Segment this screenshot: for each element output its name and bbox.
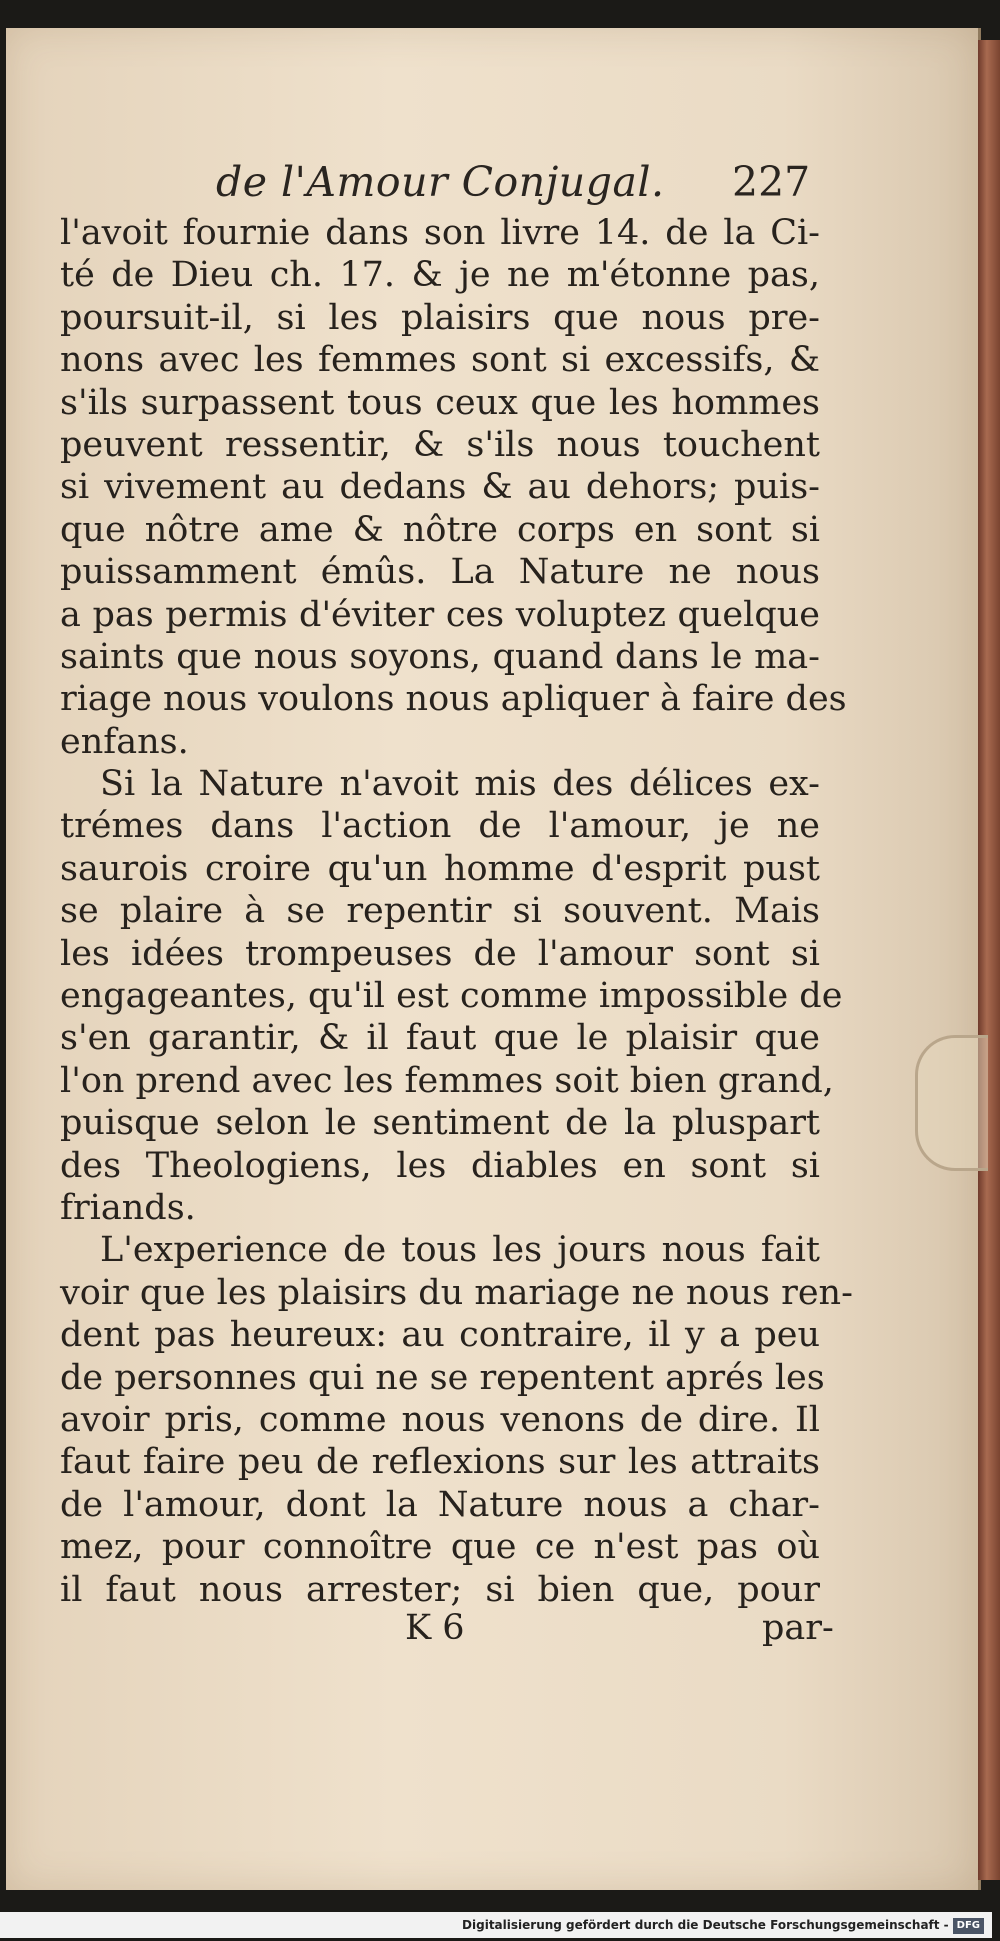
text-line: engageantes, qu'il est comme impossible de [60, 976, 843, 1017]
credit-badge: DFG [953, 1918, 984, 1934]
text-line: saurois croire qu'un homme d'esprit pust [60, 848, 820, 889]
text-line: mez, pour connoître que ce n'est pas où [60, 1527, 820, 1568]
text-line: puissamment émûs. La Nature ne nous [60, 552, 820, 593]
text-line: se plaire à se repentir si souvent. Mais [60, 891, 820, 932]
text-line: si vivement au dedans & au dehors; puis- [60, 467, 820, 508]
text-line: té de Dieu ch. 17. & je ne m'étonne pas, [60, 255, 820, 296]
page-clip [915, 1035, 988, 1171]
text-line: nons avec les femmes sont si excessifs, & [60, 340, 820, 381]
text-line: des Theologiens, les diables en sont si [60, 1145, 820, 1186]
text-line: trémes dans l'action de l'amour, je ne [60, 806, 820, 847]
text-line: peuvent ressentir, & s'ils nous touchent [60, 424, 820, 465]
text-line: faut faire peu de reflexions sur les attraits [60, 1442, 820, 1483]
text-line: saints que nous soyons, quand dans le ma- [60, 636, 820, 677]
text-line: que nôtre ame & nôtre corps en sont si [60, 509, 820, 550]
text-line: puisque selon le sentiment de la pluspart [60, 1103, 820, 1144]
catchword: par- [762, 1608, 834, 1648]
running-title: de l'Amour Conjugal. [216, 158, 665, 206]
book-edge [978, 40, 1000, 1880]
digitization-credit [0, 1912, 992, 1938]
text-line: voir que les plaisirs du mariage ne nous ren- [60, 1272, 853, 1313]
text-line: friands. [60, 1187, 196, 1228]
text-line: l'on prend avec les femmes soit bien grand, [60, 1060, 834, 1101]
text-line: il faut nous arrester; si bien que, pour [60, 1569, 820, 1610]
text-line: riage nous voulons nous apliquer à faire des [60, 679, 847, 720]
text-line: poursuit-il, si les plaisirs que nous pre- [60, 297, 820, 338]
credit-text: Digitalisierung gefördert durch die Deutsche Forschungsgemeinschaft - [462, 1918, 949, 1932]
text-line: s'ils surpassent tous ceux que les hommes [60, 382, 820, 423]
body-text [60, 212, 853, 1611]
text-line: de l'amour, dont la Nature nous a char- [60, 1484, 820, 1525]
text-line: s'en garantir, & il faut que le plaisir que [60, 1018, 820, 1059]
text-line: avoir pris, comme nous venons de dire. Il [60, 1399, 820, 1440]
page-header [6, 158, 978, 218]
text-line: de personnes qui ne se repentent aprés les [60, 1357, 825, 1398]
text-line: a pas permis d'éviter ces voluptez quelque [60, 594, 820, 635]
paper-page [6, 28, 981, 1890]
text-line: dent pas heureux: au contraire, il y a peu [60, 1315, 820, 1356]
text-line: enfans. [60, 721, 189, 762]
page-number: 227 [732, 158, 811, 206]
text-line: Si la Nature n'avoit mis des délices ex- [100, 764, 820, 805]
page-footer [6, 1608, 978, 1658]
text-line: les idées trompeuses de l'amour sont si [60, 933, 820, 974]
signature-mark: K 6 [405, 1608, 465, 1648]
text-line: L'experience de tous les jours nous fait [100, 1230, 820, 1271]
text-line: l'avoit fournie dans son livre 14. de la Ci- [60, 213, 820, 253]
